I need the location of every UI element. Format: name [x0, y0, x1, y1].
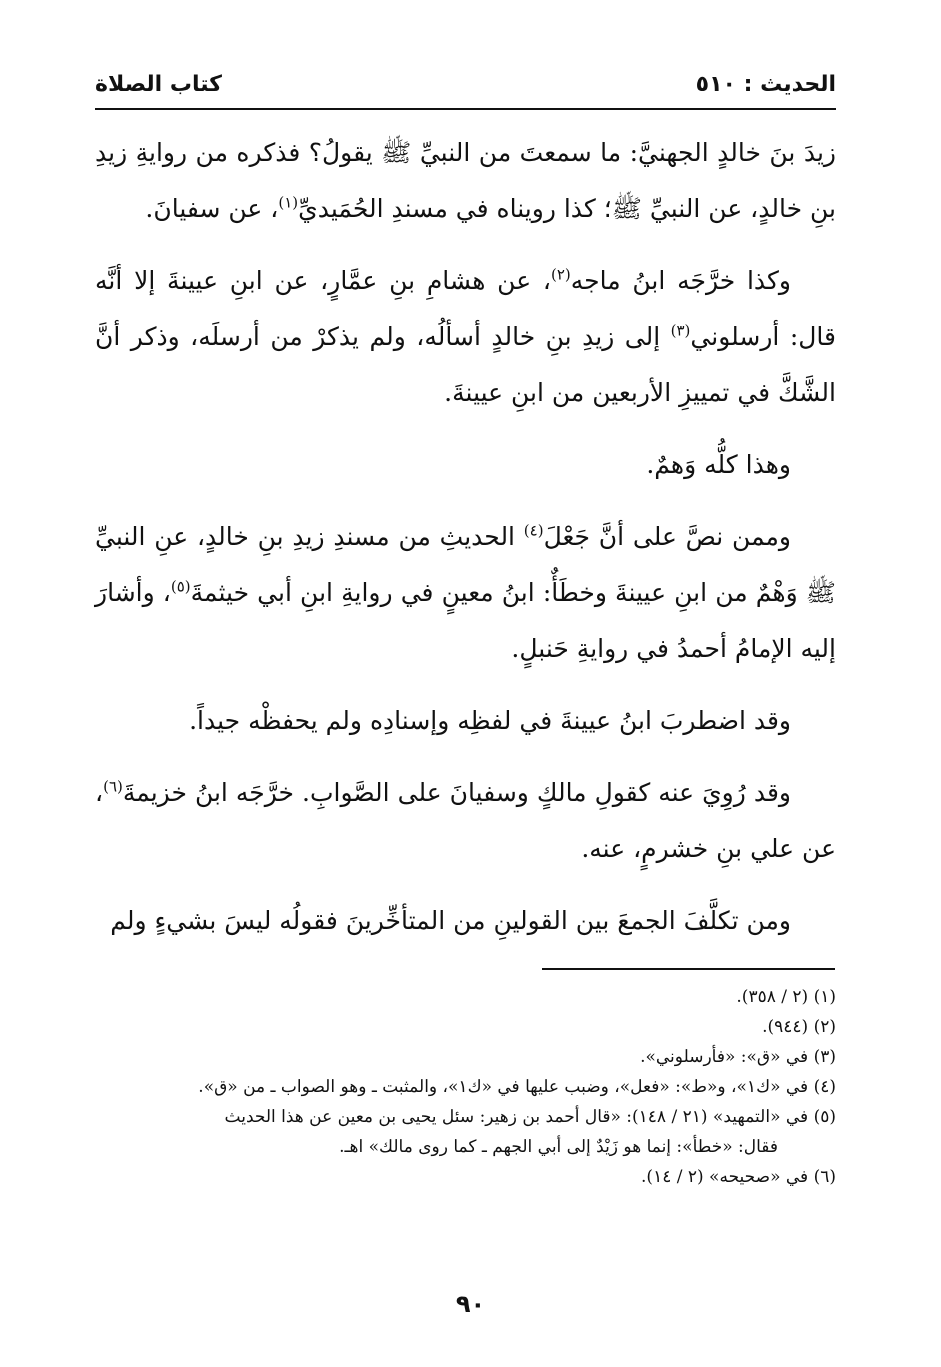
- footnote: (١) (٢ / ٣٥٨).: [736, 987, 836, 1007]
- footnote: (٣) في «ق»: «فأرسلوني».: [640, 1047, 836, 1067]
- paragraph: وكذا خرَّجَه ابنُ ماجه$^{(٢)}$، عن هشامِ بنِ عمَّارٍ، عن ابنِ عيينةَ إلا أنَّه قال: أرسلوني$^{(٣)}$ إلى زيدِ بنِ خالدٍ أسألُه، ولم يذكرْ من أرسلَه، وذكر أنَّ الشَّكَّ في تمييزِ الأربعين من ابنِ عيينةَ.: [95, 265, 836, 407]
- footnotes: [95, 982, 836, 1192]
- hadith-number: الحديث : ٥١٠: [695, 72, 836, 97]
- footnote-ref: (٢): [550, 265, 571, 284]
- footnote-ref: (٦): [103, 777, 123, 796]
- footnote: (٦) في «صحيحه» (٢ / ١٤).: [641, 1167, 836, 1187]
- paragraph: زيدَ بنَ خالدٍ الجهنيَّ: ما سمعتَ من النبيِّ ﷺ يقولُ؟ فذكره من روايةِ زيدِ بنِ خالدٍ، عن النبيِّ ﷺ؛ كذا رويناه في مسندِ الحُمَيديِّ$^{(١)}$، عن سفيانَ.: [95, 138, 836, 223]
- paragraph: وقد اضطربَ ابنُ عيينةَ في لفظِه وإسنادِه ولم يحفظْه جيداً.: [189, 706, 791, 735]
- footnote-ref: (٣): [670, 321, 691, 340]
- paragraph: ومن تكلَّفَ الجمعَ بين القولينِ من المتأخِّرينَ فقولُه ليسَ بشيءٍ ولم: [110, 906, 791, 935]
- footnote-divider: [542, 968, 835, 970]
- footnote: (٥) في «التمهيد» (٢١ / ١٤٨): «قال أحمد بن زهير: سئل يحيى بن معين عن هذا الحديث: [224, 1107, 836, 1127]
- footnote-continuation: فقال: «خطأ»: إنما هو زَيْدٌ إلى أبي الجهم ـ كما روى مالك» اهـ.: [339, 1137, 778, 1157]
- footnote: (٢) (٩٤٤).: [762, 1017, 836, 1037]
- header-divider: [95, 108, 836, 110]
- footnote-ref: (٤): [523, 521, 544, 540]
- page-number: ٩٠: [455, 1290, 486, 1318]
- paragraph: وقد رُوِيَ عنه كقولِ مالكٍ وسفيانَ على الصَّوابِ. خرَّجَه ابنُ خزيمةَ$^{(٦)}$، عن علي بنِ خشرمٍ، عنه.: [95, 777, 836, 863]
- paragraph: وهذا كلُّه وَهمٌ.: [646, 450, 791, 479]
- book-title: كتاب الصلاة: [95, 72, 222, 97]
- paragraph: وممن نصَّ على أنَّ جَعْلَ$^{(٤)}$ الحديثِ من مسندِ زيدِ بنِ خالدٍ، عنِ النبيِّ ﷺ وَهْمٌ من ابنِ عيينةَ وخطَأٌ: ابنُ معينٍ في روايةِ ابنِ أبي خيثمةَ$^{(٥)}$، وأشارَ إليه الإمامُ أحمدُ في روايةِ حَنبلٍ.: [95, 521, 836, 663]
- main-text: [95, 125, 836, 965]
- footnote-ref: (٥): [170, 577, 191, 596]
- footnote: (٤) في «ك١»، و«ط»: «فعل»، وضبب عليها في «ك١»، والمثبت ـ وهو الصواب ـ من «ق».: [198, 1077, 836, 1097]
- footnote-ref: (١): [278, 193, 299, 212]
- running-header: [95, 72, 836, 108]
